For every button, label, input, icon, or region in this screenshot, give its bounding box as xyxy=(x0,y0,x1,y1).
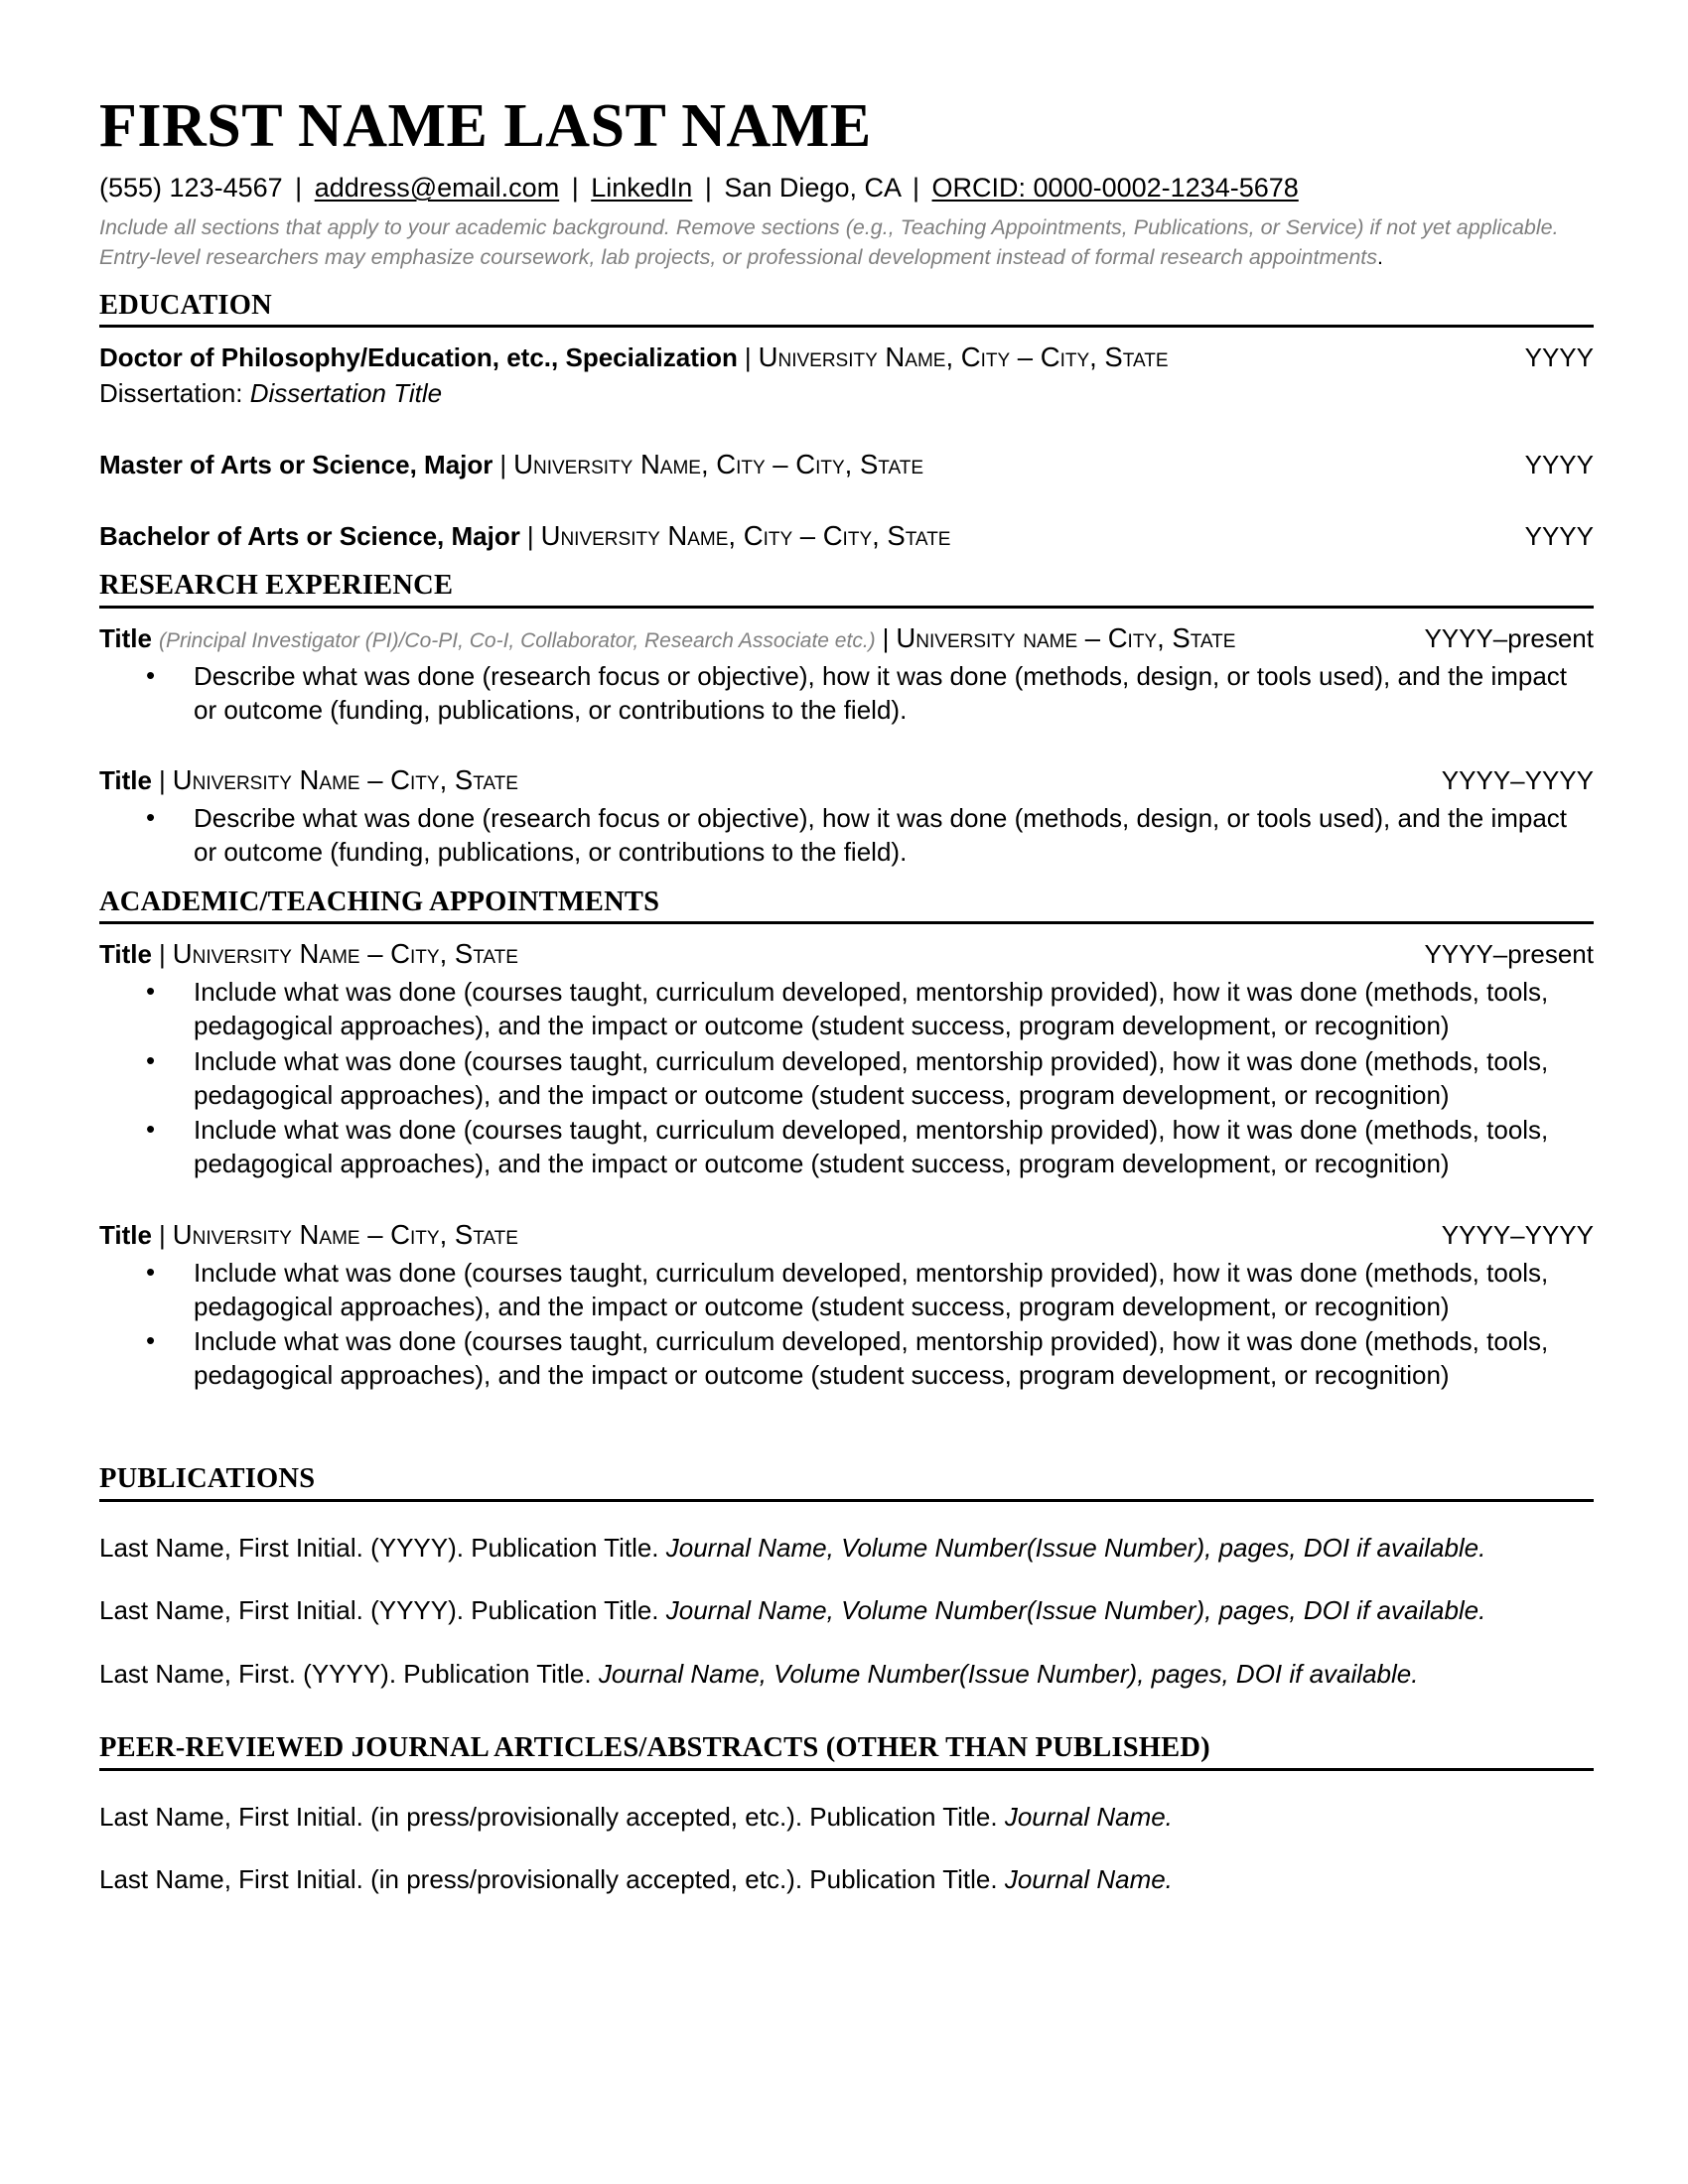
teaching-entry xyxy=(99,936,1594,1181)
section-heading-publications: PUBLICATIONS xyxy=(99,1462,1594,1502)
publication-italic: Journal Name, Volume Number(Issue Number), pages, DOI if available. xyxy=(598,1659,1419,1690)
section-research-experience xyxy=(99,569,1594,869)
education-entry-left xyxy=(99,340,1169,375)
teaching-title: Title xyxy=(99,1220,152,1250)
research-bullet-list xyxy=(99,660,1594,728)
research-entry xyxy=(99,620,1594,727)
dissertation-line xyxy=(99,377,1594,411)
section-education xyxy=(99,289,1594,554)
research-date: YYYY–YYYY xyxy=(1441,765,1594,796)
research-entry-left xyxy=(99,762,518,798)
spacer xyxy=(99,1692,1594,1715)
instruction-note-2-text: Entry-level researchers may emphasize coursework, lab projects, or professional development instead of formal research appointments xyxy=(99,245,1378,270)
education-degree: Bachelor of Arts or Science, Major xyxy=(99,520,520,551)
publication-italic: Journal Name, Volume Number(Issue Number), pages, DOI if available. xyxy=(665,1532,1486,1563)
education-entry-row xyxy=(99,518,1594,554)
research-entry-row xyxy=(99,620,1594,656)
list-item: • Describe what was done (research focus or objective), how it was done (methods, design, or tools used), and the impact or outcome (funding, publications, or contributions to the field). xyxy=(99,660,1594,728)
teaching-pipe: | xyxy=(158,1220,166,1250)
section-peer-reviewed xyxy=(99,1731,1594,1897)
peer-reviewed-plain: Last Name, First Initial. (in press/provisionally accepted, etc.). Publication Title. xyxy=(99,1801,1005,1832)
teaching-pipe: | xyxy=(158,939,166,970)
section-heading-research: RESEARCH EXPERIENCE xyxy=(99,569,1594,609)
education-entry-row xyxy=(99,340,1594,375)
publication-plain: Last Name, First Initial. (YYYY). Publication Title. xyxy=(99,1595,666,1626)
education-entry xyxy=(99,447,1594,482)
list-item: • Include what was done (courses taught, curriculum developed, mentorship provided), how it was done (methods, tools, pedagogical approaches), and the impact or outcome (student success, program development, or recognition) xyxy=(99,1045,1594,1113)
section-teaching-appointments xyxy=(99,886,1594,1393)
teaching-entry-left xyxy=(99,936,518,972)
spacer xyxy=(99,727,1594,751)
publication-italic: Journal Name, Volume Number(Issue Number), pages, DOI if available. xyxy=(665,1595,1486,1626)
list-item: • Include what was done (courses taught, curriculum developed, mentorship provided), how it was done (methods, tools, pedagogical approaches), and the impact or outcome (student success, program development, or recognition) xyxy=(99,1114,1594,1181)
education-institution: University Name, City – City, State xyxy=(513,448,924,479)
research-title: Title xyxy=(99,765,152,796)
research-title: Title xyxy=(99,623,152,654)
instruction-note-2 xyxy=(99,242,1594,273)
contact-location: San Diego, CA xyxy=(724,173,901,203)
research-entry-row xyxy=(99,762,1594,798)
contact-separator-1: | xyxy=(295,173,303,203)
page-title: FIRST NAME LAST NAME xyxy=(99,92,872,160)
peer-reviewed-italic: Journal Name. xyxy=(1004,1801,1173,1832)
education-degree: Master of Arts or Science, Major xyxy=(99,449,493,479)
contact-separator-3: | xyxy=(704,173,712,203)
list-item: • Describe what was done (research focus or objective), how it was done (methods, design, or tools used), and the impact or outcome (funding, publications, or contributions to the field). xyxy=(99,802,1594,870)
teaching-entry-row xyxy=(99,1217,1594,1253)
contact-email-link[interactable]: address@email.com xyxy=(314,173,560,203)
dissertation-label: Dissertation: xyxy=(99,378,243,408)
education-year: YYYY xyxy=(1524,449,1594,479)
research-entry xyxy=(99,762,1594,869)
instruction-note-period: . xyxy=(1377,245,1384,270)
publication-plain: Last Name, First Initial. (YYYY). Publication Title. xyxy=(99,1532,666,1563)
research-date: YYYY–present xyxy=(1424,623,1594,654)
teaching-institution: University Name – City, State xyxy=(172,938,518,970)
contact-phone: (555) 123-4567 xyxy=(99,173,283,203)
contact-orcid-link[interactable]: ORCID: 0000-0002-1234-5678 xyxy=(931,173,1299,203)
section-publications xyxy=(99,1462,1594,1692)
research-bullet-list xyxy=(99,802,1594,870)
teaching-entry xyxy=(99,1217,1594,1393)
peer-reviewed-entry xyxy=(99,1863,1594,1897)
education-entry xyxy=(99,340,1594,411)
research-pipe: | xyxy=(158,765,166,796)
teaching-bullet-list xyxy=(99,976,1594,1181)
publication-entry xyxy=(99,1594,1594,1628)
research-institution: University Name – City, State xyxy=(172,764,518,796)
peer-reviewed-italic: Journal Name. xyxy=(1004,1864,1173,1895)
peer-reviewed-plain: Last Name, First Initial. (in press/provisionally accepted, etc.). Publication Title. xyxy=(99,1864,1005,1895)
research-pipe: | xyxy=(882,623,890,654)
peer-reviewed-entry xyxy=(99,1801,1594,1835)
education-year: YYYY xyxy=(1524,520,1594,551)
education-entry xyxy=(99,518,1594,554)
spacer xyxy=(99,411,1594,435)
section-heading-peer-reviewed: PEER-REVIEWED JOURNAL ARTICLES/ABSTRACTS (OTHER THAN PUBLISHED) xyxy=(99,1731,1594,1771)
teaching-date: YYYY–YYYY xyxy=(1441,1220,1594,1250)
research-role-note: (Principal Investigator (PI)/Co-PI, Co-I, Collaborator, Research Associate etc.) xyxy=(158,629,876,653)
education-pipe: | xyxy=(526,520,534,551)
contact-separator-4: | xyxy=(913,173,920,203)
cv-content xyxy=(99,0,1594,1897)
education-pipe: | xyxy=(499,449,507,479)
teaching-bullet-list xyxy=(99,1257,1594,1393)
list-item: • Include what was done (courses taught, curriculum developed, mentorship provided), how it was done (methods, tools, pedagogical approaches), and the impact or outcome (student success, program development, or recognition) xyxy=(99,1325,1594,1393)
spacer xyxy=(99,1181,1594,1205)
teaching-entry-left xyxy=(99,1217,518,1253)
education-institution: University Name, City – City, State xyxy=(758,341,1169,373)
education-institution: University Name, City – City, State xyxy=(540,519,951,551)
teaching-date: YYYY–present xyxy=(1424,939,1594,970)
section-heading-education: EDUCATION xyxy=(99,289,1594,329)
education-year: YYYY xyxy=(1524,342,1594,373)
contact-linkedin-link[interactable]: LinkedIn xyxy=(591,173,693,203)
education-entry-row xyxy=(99,447,1594,482)
instruction-note-1: Include all sections that apply to your academic background. Remove sections (e.g., Teaching Appointments, Publications, or Service) if not yet applicable. xyxy=(99,214,1559,239)
education-pipe: | xyxy=(744,342,752,373)
section-heading-teaching: ACADEMIC/TEACHING APPOINTMENTS xyxy=(99,886,1594,925)
list-item: • Include what was done (courses taught, curriculum developed, mentorship provided), how it was done (methods, tools, pedagogical approaches), and the impact or outcome (student success, program development, or recognition) xyxy=(99,1257,1594,1324)
publication-entry xyxy=(99,1532,1594,1566)
education-entry-left xyxy=(99,447,923,482)
contact-separator-2: | xyxy=(571,173,579,203)
education-entry-left xyxy=(99,518,950,554)
spacer xyxy=(99,482,1594,506)
dissertation-title: Dissertation Title xyxy=(249,378,443,408)
teaching-entry-row xyxy=(99,936,1594,972)
spacer xyxy=(99,1393,1594,1446)
teaching-title: Title xyxy=(99,939,152,970)
education-degree: Doctor of Philosophy/Education, etc., Specialization xyxy=(99,342,738,373)
publication-plain: Last Name, First. (YYYY). Publication Title. xyxy=(99,1659,599,1690)
publication-entry xyxy=(99,1658,1594,1692)
contact-line xyxy=(99,171,1594,205)
teaching-institution: University Name – City, State xyxy=(172,1219,518,1250)
research-institution: University name – City, State xyxy=(896,622,1236,654)
research-entry-left xyxy=(99,620,1235,656)
list-item: • Include what was done (courses taught, curriculum developed, mentorship provided), how it was done (methods, tools, pedagogical approaches), and the impact or outcome (student success, program development, or recognition) xyxy=(99,976,1594,1043)
